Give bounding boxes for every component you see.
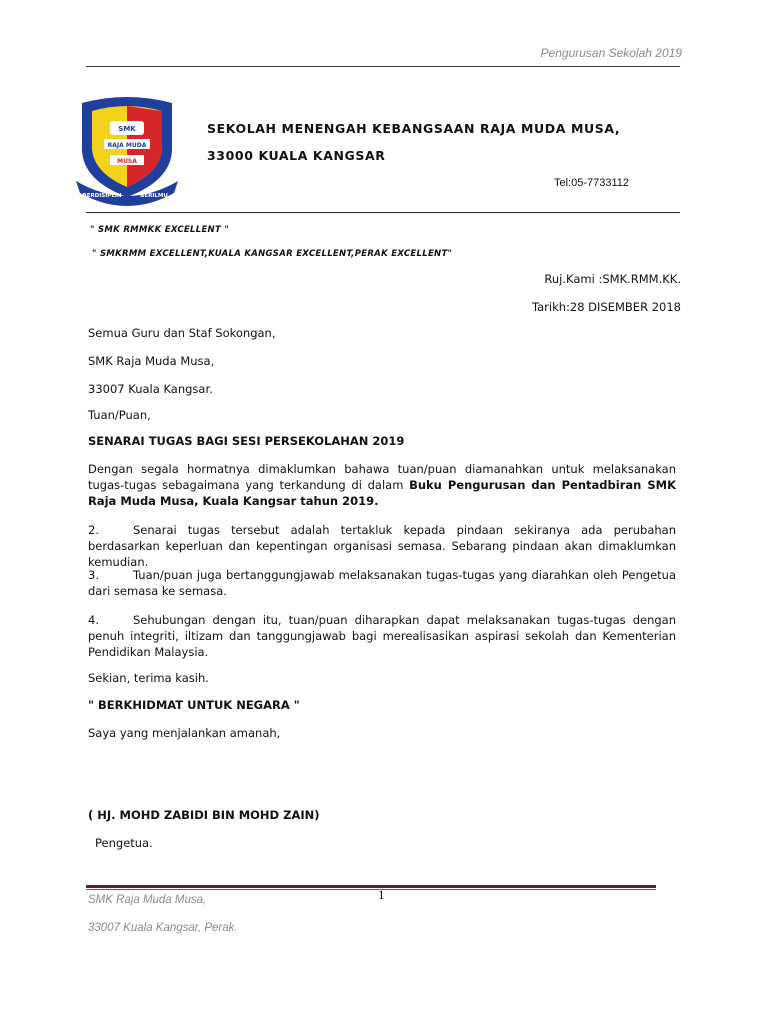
paragraph-4-number: 4. [88, 613, 99, 627]
reference-number: Ruj.Kami :SMK.RMM.KK. [544, 272, 681, 286]
running-header: Pengurusan Sekolah 2019 [540, 46, 682, 60]
salutation: Tuan/Puan, [88, 408, 151, 422]
paragraph-4 [88, 612, 676, 660]
logo-ribbon-right: BERILMU [140, 193, 168, 199]
closing-thanks: Sekian, terima kasih. [88, 671, 209, 685]
paragraph-3-text: Tuan/puan juga bertanggungjawab melaksanakan tugas-tugas yang diarahkan oleh Pengetua dari semasa ke semasa. [88, 568, 676, 598]
closing-trust-line: Saya yang menjalankan amanah, [88, 726, 281, 740]
motto-line-2: " SMKRMM EXCELLENT,KUALA KANGSAR EXCELLENT,PERAK EXCELLENT" [92, 249, 453, 259]
paragraph-2-number: 2. [88, 523, 99, 537]
recipient-line-3: 33007 Kuala Kangsar. [88, 382, 213, 396]
paragraph-2 [88, 522, 676, 570]
page-number: 1 [378, 887, 385, 902]
school-crest-logo [74, 93, 180, 207]
paragraph-1-bold: Buku Pengurusan dan Pentadbiran SMK Raja Muda Musa, Kuala Kangsar tahun 2019. [88, 478, 676, 508]
footer-line-2: 33007 Kuala Kangsar, Perak. [88, 922, 238, 934]
paragraph-3-number: 3. [88, 568, 99, 582]
header-rule [86, 66, 680, 67]
footer-rule-accent [86, 889, 656, 890]
recipient-line-1: Semua Guru dan Staf Sokongan, [88, 326, 276, 340]
logo-text-bottom: MUSA [117, 158, 137, 165]
letter-subject: SENARAI TUGAS BAGI SESI PERSEKOLAHAN 2019 [88, 434, 405, 448]
footer-line-1: SMK Raja Muda Musa, [88, 894, 207, 906]
signer-position: Pengetua. [95, 836, 153, 850]
signer-name: ( HJ. MOHD ZABIDI BIN MOHD ZAIN) [88, 808, 320, 822]
motto-line-1: " SMK RMMKK EXCELLENT " [90, 225, 230, 235]
logo-text-band: RAJA MUDA [107, 142, 147, 149]
school-address: 33000 KUALA KANGSAR [207, 148, 386, 163]
paragraph-2-text: Senarai tugas tersebut adalah tertakluk kepada pindaan sekiranya ada perubahan berdasarkan keperluan dan kepentingan organisasi semasa. Sebarang pindaan akan dimaklumkan kemudian. [88, 523, 676, 569]
closing-slogan: " BERKHIDMAT UNTUK NEGARA " [88, 698, 300, 712]
paragraph-1 [88, 461, 676, 509]
logo-text-top: SMK [118, 125, 136, 133]
letterhead-rule [86, 212, 680, 213]
school-name: SEKOLAH MENENGAH KEBANGSAAN RAJA MUDA MUSA, [207, 121, 621, 136]
paragraph-4-text: Sehubungan dengan itu, tuan/puan diharapkan dapat melaksanakan tugas-tugas dengan penuh integriti, iltizam dan tanggungjawab bagi merealisasikan aspirasi sekolah dan Kementerian Pendidikan Malaysia. [88, 613, 676, 659]
paragraph-1-text: Dengan segala hormatnya dimaklumkan bahawa tuan/puan diamanahkan untuk melaksanakan tugas-tugas sebagaimana yang terkandung di dalam [88, 462, 676, 492]
school-telephone: Tel:05-7733112 [554, 177, 630, 189]
logo-ribbon-left: BERDISIPLIN [82, 193, 122, 199]
letter-date: Tarikh:28 DISEMBER 2018 [531, 300, 681, 314]
footer-rule [86, 885, 656, 888]
paragraph-3 [88, 567, 676, 599]
recipient-line-2: SMK Raja Muda Musa, [88, 354, 215, 368]
